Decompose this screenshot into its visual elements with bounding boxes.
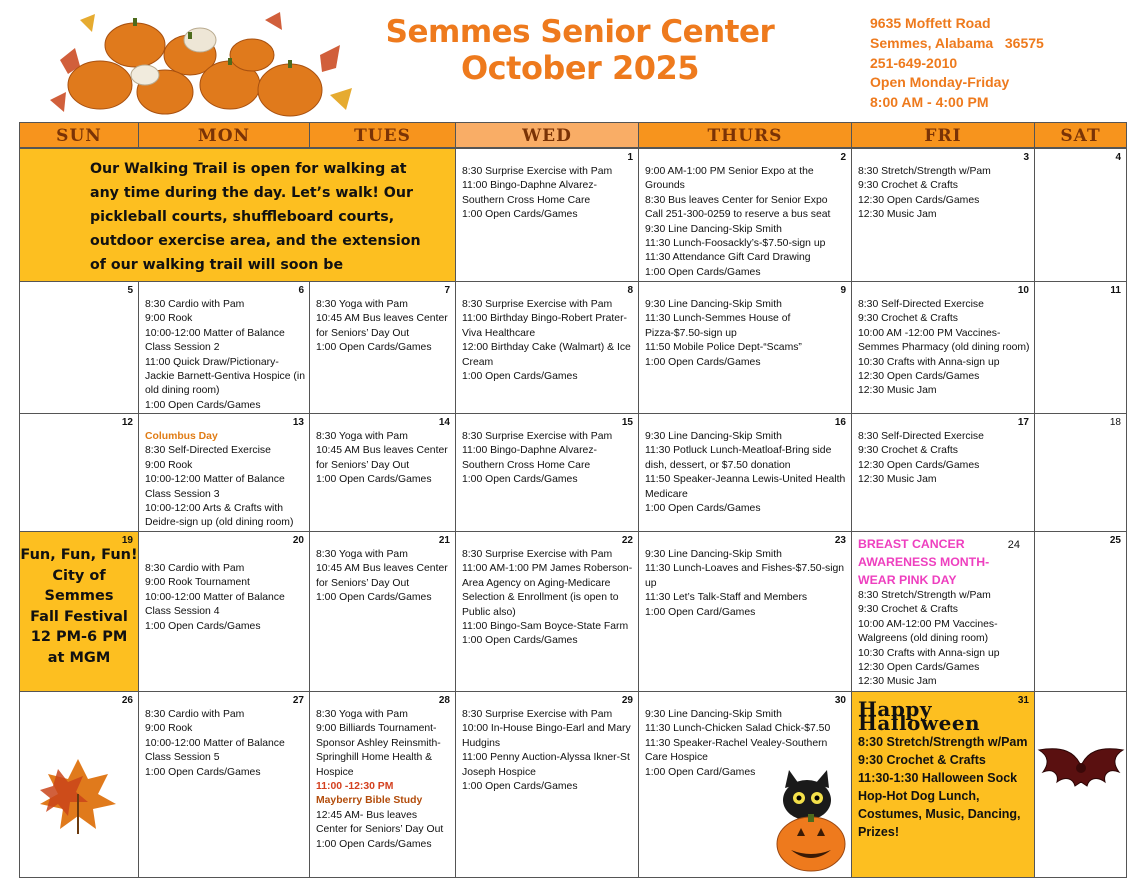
event: 8:30 Bus leaves Center for Senior Expo [645, 194, 828, 206]
day-number: 20 [292, 535, 304, 546]
event-list [639, 414, 851, 516]
event: 12:30 Open Cards/Games [858, 662, 980, 674]
day-cell-26 [19, 691, 139, 878]
event-list [139, 282, 309, 413]
event: 1:00 Open Cards/Games [645, 503, 761, 515]
day-number: 3 [1023, 152, 1029, 163]
day-number: 23 [834, 535, 846, 546]
event: 9:00 Rook Tournament [145, 577, 250, 589]
day-cell-22 [455, 531, 639, 692]
event: 8:30 Yoga with Pam [316, 549, 408, 560]
event: 8:30 Surprise Exercise with Pam [462, 549, 613, 560]
event: 11:30 Potluck Lunch-Meatloaf-Bring side dish, dessert, or $7.50 donation [645, 445, 832, 471]
day-cell-17 [851, 413, 1035, 532]
event: 1:00 Open Cards/Games [145, 620, 261, 632]
day-cell-25 [1034, 531, 1127, 692]
event: 8:30 Stretch/Strength w/Pam [858, 590, 991, 601]
event: 1:00 Open Cards/Games [145, 399, 261, 411]
holiday-label: Columbus Day [145, 431, 218, 442]
day-cell-18 [1034, 413, 1127, 532]
month-year: October 2025 [460, 49, 700, 87]
event: Call 251-300-0259 to reserve a bus seat [645, 209, 831, 221]
pumpkins-image [40, 0, 360, 122]
festival-line: Semmes [44, 588, 114, 604]
day-number: 6 [298, 285, 304, 296]
day-number: 29 [621, 695, 633, 706]
event-list [456, 692, 638, 794]
event: 10:45 AM Bus leaves Center for Seniors’ Day Out [316, 445, 448, 471]
day-number: 16 [834, 417, 846, 428]
event: 12:30 Music Jam [858, 209, 937, 221]
day-cell-15 [455, 413, 639, 532]
day-number: 12 [121, 417, 133, 428]
day-number: 10 [1017, 285, 1029, 296]
event: 11:00 AM-1:00 PM James Roberson-Area Agency on Aging-Medicare Selection & Enrollment (is open to Public also) [462, 563, 633, 618]
city-state-zip: Semmes, Alabama 36575 [870, 34, 1044, 51]
event: 12:30 Music Jam [858, 474, 937, 486]
event: 9:30 Line Dancing-Skip Smith [645, 549, 782, 560]
header [0, 0, 1148, 122]
walking-trail-text: Our Walking Trail is open for walking at any time during the day. Let’s walk! Our pickleball courts, shuffleboard courts, outdoor exercise area, and the extension of our walking trail will soon be [90, 161, 421, 273]
day-number: 8 [627, 285, 633, 296]
event: 8:30 Self-Directed Exercise [858, 299, 984, 310]
event-list [639, 282, 851, 370]
day-cell-19 [19, 531, 139, 692]
event: 1:00 Open Cards/Games [462, 781, 578, 793]
event: 1:00 Open Cards/Games [462, 635, 578, 647]
day-number: 28 [438, 695, 450, 706]
event-list [456, 414, 638, 488]
day-number: 19 [121, 535, 133, 546]
event: 11:00 Bingo-Sam Boyce-State Farm [462, 621, 629, 633]
day-cell-4 [1034, 148, 1127, 282]
day-number: 31 [1017, 695, 1029, 706]
day-number: 26 [121, 695, 133, 706]
day-header-wed: WED [455, 122, 639, 148]
day-number: 30 [834, 695, 846, 706]
festival-line: Fun, Fun, Fun! [20, 547, 138, 563]
day-cell-3 [851, 148, 1035, 282]
day-cell-30 [638, 691, 852, 878]
day-cell-23 [638, 531, 852, 692]
event: 1:00 Open Cards/Games [316, 342, 432, 354]
event: 1:00 Open Cards/Games [462, 209, 578, 221]
day-cell-2 [638, 148, 852, 282]
event: 1:00 Open Cards/Games [316, 474, 432, 486]
festival-line: 12 PM-6 PM [30, 629, 128, 645]
day-cell-1 [455, 148, 639, 282]
day-number: 4 [1115, 152, 1121, 163]
event: 11:00 Bingo-Daphne Alvarez-Southern Cross Home Care [462, 445, 597, 471]
event: 8:30 Surprise Exercise with Pam [462, 431, 613, 442]
event: 8:30 Cardio with Pam [145, 299, 245, 310]
day-cell-7 [309, 281, 456, 414]
event: 11:00 Birthday Bingo-Robert Prater-Viva Healthcare [462, 313, 627, 339]
day-header-tues: TUES [309, 122, 456, 148]
day-cell-9 [638, 281, 852, 414]
event: 1:00 Open Cards/Games [645, 356, 761, 368]
day-header-thurs: THURS [638, 122, 852, 148]
event: 11:30 Lunch-Foosackly’s-$7.50-sign up [645, 238, 826, 250]
day-cell-6 [138, 281, 310, 414]
open-days: Open Monday-Friday [870, 74, 1010, 91]
day-cell-8 [455, 281, 639, 414]
pink-day-highlight: BREAST CANCER AWARENESS MONTH-WEAR PINK DAY [858, 537, 990, 587]
day-cell-31 [851, 691, 1035, 878]
festival-line: at MGM [47, 649, 111, 666]
event: 9:00 Rook [145, 459, 193, 471]
festival-line: City of [52, 567, 106, 584]
event: 8:30 Cardio with Pam [145, 709, 245, 720]
event-list [852, 282, 1034, 399]
day-number: 21 [438, 535, 450, 546]
event: 1:00 Open Card/Games [645, 766, 756, 778]
day-number: 13 [292, 417, 304, 428]
day-number: 27 [292, 695, 304, 706]
event: 8:30 Surprise Exercise with Pam [462, 709, 613, 720]
day-header-fri: FRI [851, 122, 1035, 148]
day-cell-16 [638, 413, 852, 532]
event: 11:30-1:30 Halloween Sock Hop-Hot Dog Lunch, Costumes, Music, Dancing, Prizes! [858, 770, 1021, 839]
event: 11:00 Bingo-Daphne Alvarez-Southern Cross Home Care [462, 180, 597, 206]
festival-line: Fall Festival [30, 608, 128, 625]
day-cell-14 [309, 413, 456, 532]
event-list [852, 733, 1034, 841]
day-cell-5 [19, 281, 139, 414]
event-list [852, 149, 1034, 223]
event: 12:30 Open Cards/Games [858, 459, 980, 471]
day-header-sat: SAT [1034, 122, 1127, 148]
event-list [456, 149, 638, 223]
day-number: 5 [127, 285, 133, 296]
day-number: 25 [1109, 535, 1121, 546]
event: 1:00 Open Cards/Games [145, 766, 261, 778]
open-hours: 8:00 AM - 4:00 PM [870, 94, 989, 111]
event: 8:30 Self-Directed Exercise [858, 431, 984, 442]
event-list [456, 282, 638, 384]
day-number: 2 [840, 152, 846, 163]
event: 1:00 Open Cards/Games [316, 592, 432, 604]
calendar-title [360, 14, 800, 86]
event: 12:30 Music Jam [858, 385, 937, 397]
day-header-sun: SUN [19, 122, 139, 148]
bible-study-time: 11:00 -12:30 PM [316, 781, 394, 793]
event: 10:45 AM Bus leaves Center for Seniors’ Day Out [316, 313, 448, 339]
event: 9:30 Line Dancing-Skip Smith [645, 709, 782, 720]
day-number: 22 [621, 535, 633, 546]
cat-pumpkin-icon [771, 770, 849, 874]
event: 12:00 Birthday Cake (Walmart) & Ice Cream [462, 342, 631, 368]
day-cell-empty-sat [1034, 691, 1127, 878]
event: 12:30 Music Jam [858, 676, 937, 688]
day-number: 7 [444, 285, 450, 296]
event: 10:00 In-House Bingo-Earl and Mary Hudgins [462, 723, 631, 749]
day-cell-28 [309, 691, 456, 878]
event: 10:00-12:00 Arts & Crafts with Deidre-sign up (old dining room) [145, 503, 294, 529]
event-list [310, 414, 455, 488]
day-cell-21 [309, 531, 456, 692]
event: 8:30 Yoga with Pam [316, 709, 408, 720]
event: 11:00 Penny Auction-Alyssa Ikner-St Joseph Hospice [462, 752, 630, 778]
event-list [456, 532, 638, 649]
event: 9:30 Crochet & Crafts [858, 180, 958, 192]
event-list [852, 414, 1034, 488]
event: 9:30 Crochet & Crafts [858, 752, 986, 767]
day-number: 9 [840, 285, 846, 296]
event: 11:30 Attendance Gift Card Drawing [645, 252, 811, 264]
day-header-mon: MON [138, 122, 310, 148]
day-cell-20 [138, 531, 310, 692]
event: 9:30 Line Dancing-Skip Smith [645, 299, 782, 310]
event-list [639, 692, 851, 780]
event-list [139, 414, 309, 531]
event: 8:30 Stretch/Strength w/Pam [858, 734, 1028, 749]
street-address: 9635 Moffett Road [870, 15, 991, 31]
event: 8:30 Yoga with Pam [316, 299, 408, 310]
event-list [639, 532, 851, 620]
event: 9:30 Crochet & Crafts [858, 445, 958, 457]
event-list [139, 692, 309, 780]
day-cell-10 [851, 281, 1035, 414]
day-cell-24 [851, 531, 1035, 692]
event: 11:50 Mobile Police Dept-“Scams” [645, 342, 802, 354]
event: 12:30 Open Cards/Games [858, 194, 980, 206]
event: 9:00 Rook [145, 723, 193, 735]
event: 10:45 AM Bus leaves Center for Seniors’ Day Out [316, 563, 448, 589]
event: 10:30 Crafts with Anna-sign up [858, 356, 1000, 368]
event-list [310, 692, 455, 852]
bat-icon [1035, 742, 1127, 804]
event: 11:30 Lunch-Chicken Salad Chick-$7.50 [645, 723, 831, 735]
event-list [852, 532, 1034, 690]
event: 10:00-12:00 Matter of Balance Class Session 2 [145, 327, 285, 354]
walking-trail-banner [19, 148, 456, 282]
event: 11:30 Lunch-Loaves and Fishes-$7.50-sign up [645, 563, 845, 589]
event: 10:00 AM -12:00 PM Vaccines-Semmes Pharmacy (old dining room) [858, 327, 1030, 354]
event: 11:30 Let’s Talk-Staff and Members [645, 592, 808, 604]
event: 10:00-12:00 Matter of Balance Class Session 5 [145, 737, 285, 764]
event: 9:30 Line Dancing-Skip Smith [645, 223, 782, 235]
autumn-leaves-icon [38, 754, 118, 834]
phone-number: 251-649-2010 [870, 54, 958, 71]
event: 11:00 Quick Draw/Pictionary-Jackie Barnett-Gentiva Hospice (in old dining room) [145, 356, 305, 397]
event: 1:00 Open Cards/Games [645, 266, 761, 278]
event: 1:00 Open Cards/Games [462, 474, 578, 486]
event: 8:30 Cardio with Pam [145, 563, 245, 574]
event: 8:30 Yoga with Pam [316, 431, 408, 442]
day-number: 15 [621, 417, 633, 428]
event: 10:00 AM-12:00 PM Vaccines-Walgreens (old dining room) [858, 618, 998, 645]
day-number: 24 [1007, 539, 1020, 551]
event: 8:30 Surprise Exercise with Pam [462, 299, 613, 310]
event: 9:30 Crochet & Crafts [858, 313, 958, 325]
event-list [310, 532, 455, 606]
center-name: Semmes Senior Center [385, 14, 775, 50]
event: 9:00 Billiards Tournament-Sponsor Ashley Reinsmith-Springhill Home Health & Hospice [316, 723, 441, 778]
day-cell-13 [138, 413, 310, 532]
fall-festival-notice [20, 532, 138, 668]
event: 8:30 Stretch/Strength w/Pam [858, 166, 991, 177]
happy-halloween-title: Happy Halloween [858, 697, 981, 736]
bible-study-title: Mayberry Bible Study [316, 795, 423, 807]
day-cell-11 [1034, 281, 1127, 414]
event: 11:30 Speaker-Rachel Vealey-Southern Care Hospice [645, 737, 828, 764]
event: 11:30 Lunch-Semmes House of Pizza-$7.50-sign up [645, 313, 791, 339]
event: 12:30 Open Cards/Games [858, 371, 980, 383]
event: 10:00-12:00 Matter of Balance Class Session 4 [145, 591, 285, 618]
calendar-grid [19, 122, 1127, 878]
event: 8:30 Surprise Exercise with Pam [462, 166, 613, 177]
event: 8:30 Self-Directed Exercise [145, 445, 271, 457]
event: 11:50 Speaker-Jeanna Lewis-United Health Medicare [645, 474, 846, 500]
day-number: 1 [627, 152, 633, 163]
event: 12:45 AM- Bus leaves Center for Seniors’ Day Out [316, 809, 444, 836]
address-block [870, 14, 1044, 113]
event: 9:00 Rook [145, 313, 193, 325]
event-list [139, 532, 309, 634]
event-list [639, 149, 851, 280]
event: 10:30 Crafts with Anna-sign up [858, 647, 1000, 659]
event: 9:30 Crochet & Crafts [858, 604, 958, 616]
day-cell-27 [138, 691, 310, 878]
event: 1:00 Open Card/Games [645, 606, 756, 618]
day-cell-12 [19, 413, 139, 532]
day-number: 14 [438, 417, 450, 428]
event: 1:00 Open Cards/Games [462, 371, 578, 383]
day-number: 17 [1017, 417, 1029, 428]
day-number: 18 [1109, 417, 1121, 428]
event: 10:00-12:00 Matter of Balance Class Session 3 [145, 474, 285, 500]
event: 9:30 Line Dancing-Skip Smith [645, 431, 782, 442]
event-list [310, 282, 455, 356]
event: 9:00 AM-1:00 PM Senior Expo at the Grounds [645, 166, 814, 192]
day-number: 11 [1110, 285, 1121, 296]
event: 1:00 Open Cards/Games [316, 838, 432, 850]
day-cell-29 [455, 691, 639, 878]
